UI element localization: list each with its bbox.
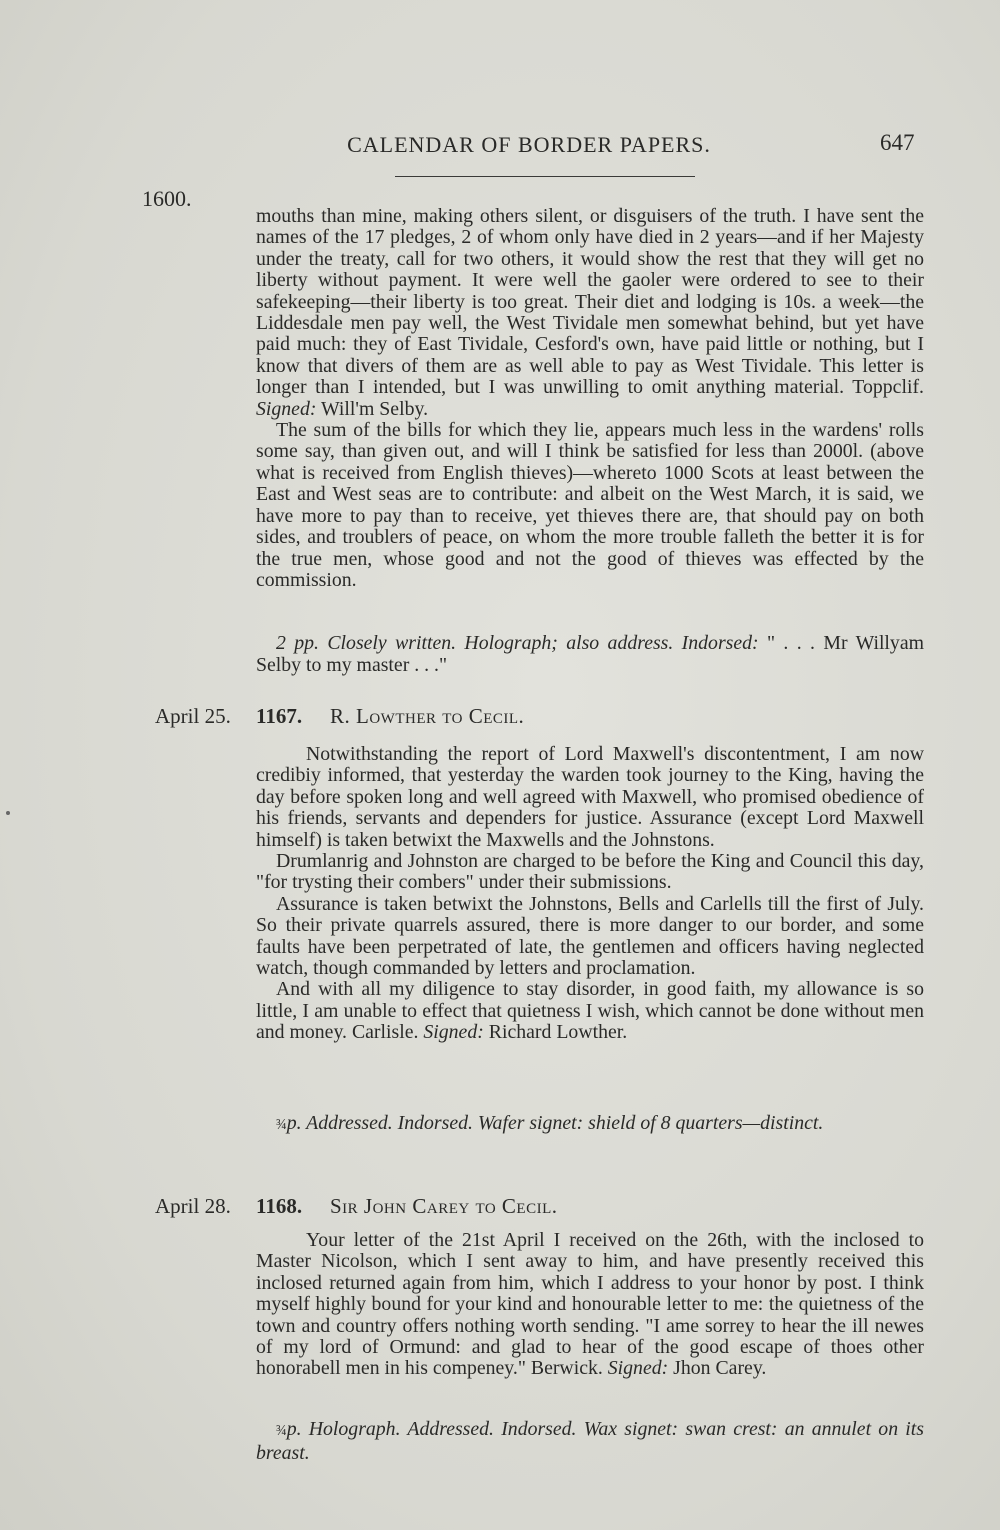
entry-1167-text (256, 744, 924, 1044)
entry-paragraph: Notwithstanding the report of Lord Maxwell's discontentment, I am now credibiy informed, that yesterday the warden took journey to the King, having the day before spoken long and well agreed with Maxwell, who promised obedience of his friends, servants and dependers for justice. Assurance (except Lord Maxwell himself) is taken betwixt the Maxwells and the Johnstons. (256, 743, 924, 851)
signature: Richard Lowther. (488, 1021, 628, 1044)
paragraph-text: Your letter of the 21st April I received on the 26th, with the inclosed to Master Nicolson, which I sent away to him, and have presently received this inclosed returned again from him, which I address to your honor by post. I think myself highly bound for your kind and honourable letter to me: the quietness of the town and country offers nothing worth sending. "I ame sorrey to hear the ill newes of my lord of Ormund: and glad to hear of the good escape of thoes other honorabell men in his compeney." Berwick. (256, 1229, 924, 1380)
note-italic: p. Holograph. Addressed. Indorsed. Wax signet: swan crest: an annulet on its breast. (256, 1418, 924, 1464)
continuation-paragraph: The sum of the bills for which they lie, appears much less in the wardens' rolls some say, than given out, and will I think be satisfied for less than 2000l. (above what is received from English thieves)—whereto 1000 Scots at least between the East and West seas are to contribute: and albeit on the West March, it is said, we have more to pay than to receive, yet thieves there are, that should pay on both sides, and troublers of peace, on whom the more trouble falleth the better it is for the true men, whose good and not the good of thieves was effected by the commission. (256, 419, 924, 591)
note-roman: " . . . Mr Willyam Selby to my master . . ." (256, 632, 924, 676)
signed-label: Signed: (256, 397, 317, 420)
continuation-paragraph (256, 206, 924, 420)
document-note (256, 632, 924, 676)
entry-paragraph (256, 1230, 924, 1380)
page-number: 647 (880, 130, 915, 155)
entry-title: Sir John Carey to Cecil. (330, 1194, 558, 1218)
entry-number: 1167. (256, 704, 303, 728)
margin-speck (6, 811, 10, 815)
entry-title: R. Lowther to Cecil. (330, 704, 525, 728)
paragraph-text: And with all my diligence to stay disorder, in good faith, my allowance is so little, I am unable to effect that quietness I wish, which cannot be done without men and money. Carlisle. (256, 978, 924, 1044)
document-note (256, 1418, 924, 1464)
entry-paragraph: Assurance is taken betwixt the Johnstons, Bells and Carlells till the first of July. So their private quarrels assured, there is more danger to our border, and some faults have been perpetrated of late, the gentlemen and officers having neglected watch, though commanded by letters and proclamation. (256, 892, 924, 980)
signed-label: Signed: (423, 1021, 484, 1044)
signed-label: Signed: (607, 1357, 669, 1380)
entry-date: April 28. (155, 1194, 231, 1218)
running-title: CALENDAR OF BORDER PAPERS. (347, 132, 711, 157)
note-italic: 2 pp. Closely written. Holograph; also address. Indorsed: (276, 632, 759, 654)
fraction: ¾ (276, 1423, 287, 1439)
note-italic: p. Addressed. Indorsed. Wafer signet: shield of 8 quarters—distinct. (286, 1112, 824, 1134)
document-note (256, 1112, 924, 1136)
entry-paragraph: Drumlanrig and Johnston are charged to be before the King and Council this day, "for trysting their combers" under their submissions. (256, 850, 924, 894)
entry-date: April 25. (155, 704, 231, 728)
entry-paragraph (256, 979, 924, 1043)
header-rule (395, 176, 695, 177)
paragraph-text: mouths than mine, making others silent, or disguisers of the truth. I have sent the names of the 17 pledges, 2 of whom only have died in 2 years—and if her Majesty under the treaty, call for two others, it would show the rest that they will get no liberty without payment. It were well the gaoler were ordered to see to their safekeeping—their liberty is too great. Their diet and lodging is 10s. a week—the Liddesdale men pay well, the West Tividale men somewhat behind, but yet have paid much: they of East Tividale, Cesford's own, have paid little or nothing, but I know that divers of them are as well able to pay as West Tividale. This letter is longer than I intended, but I was unwilling to omit anything material. Toppclif. (256, 205, 924, 399)
continuation-text (256, 206, 924, 591)
entry-1168-text (256, 1230, 924, 1380)
signature: Will'm Selby. (321, 397, 429, 420)
year-marginal: 1600. (142, 186, 192, 211)
entry-number: 1168. (256, 1194, 303, 1218)
signature: Jhon Carey. (673, 1357, 767, 1380)
fraction: ¾ (276, 1117, 287, 1133)
